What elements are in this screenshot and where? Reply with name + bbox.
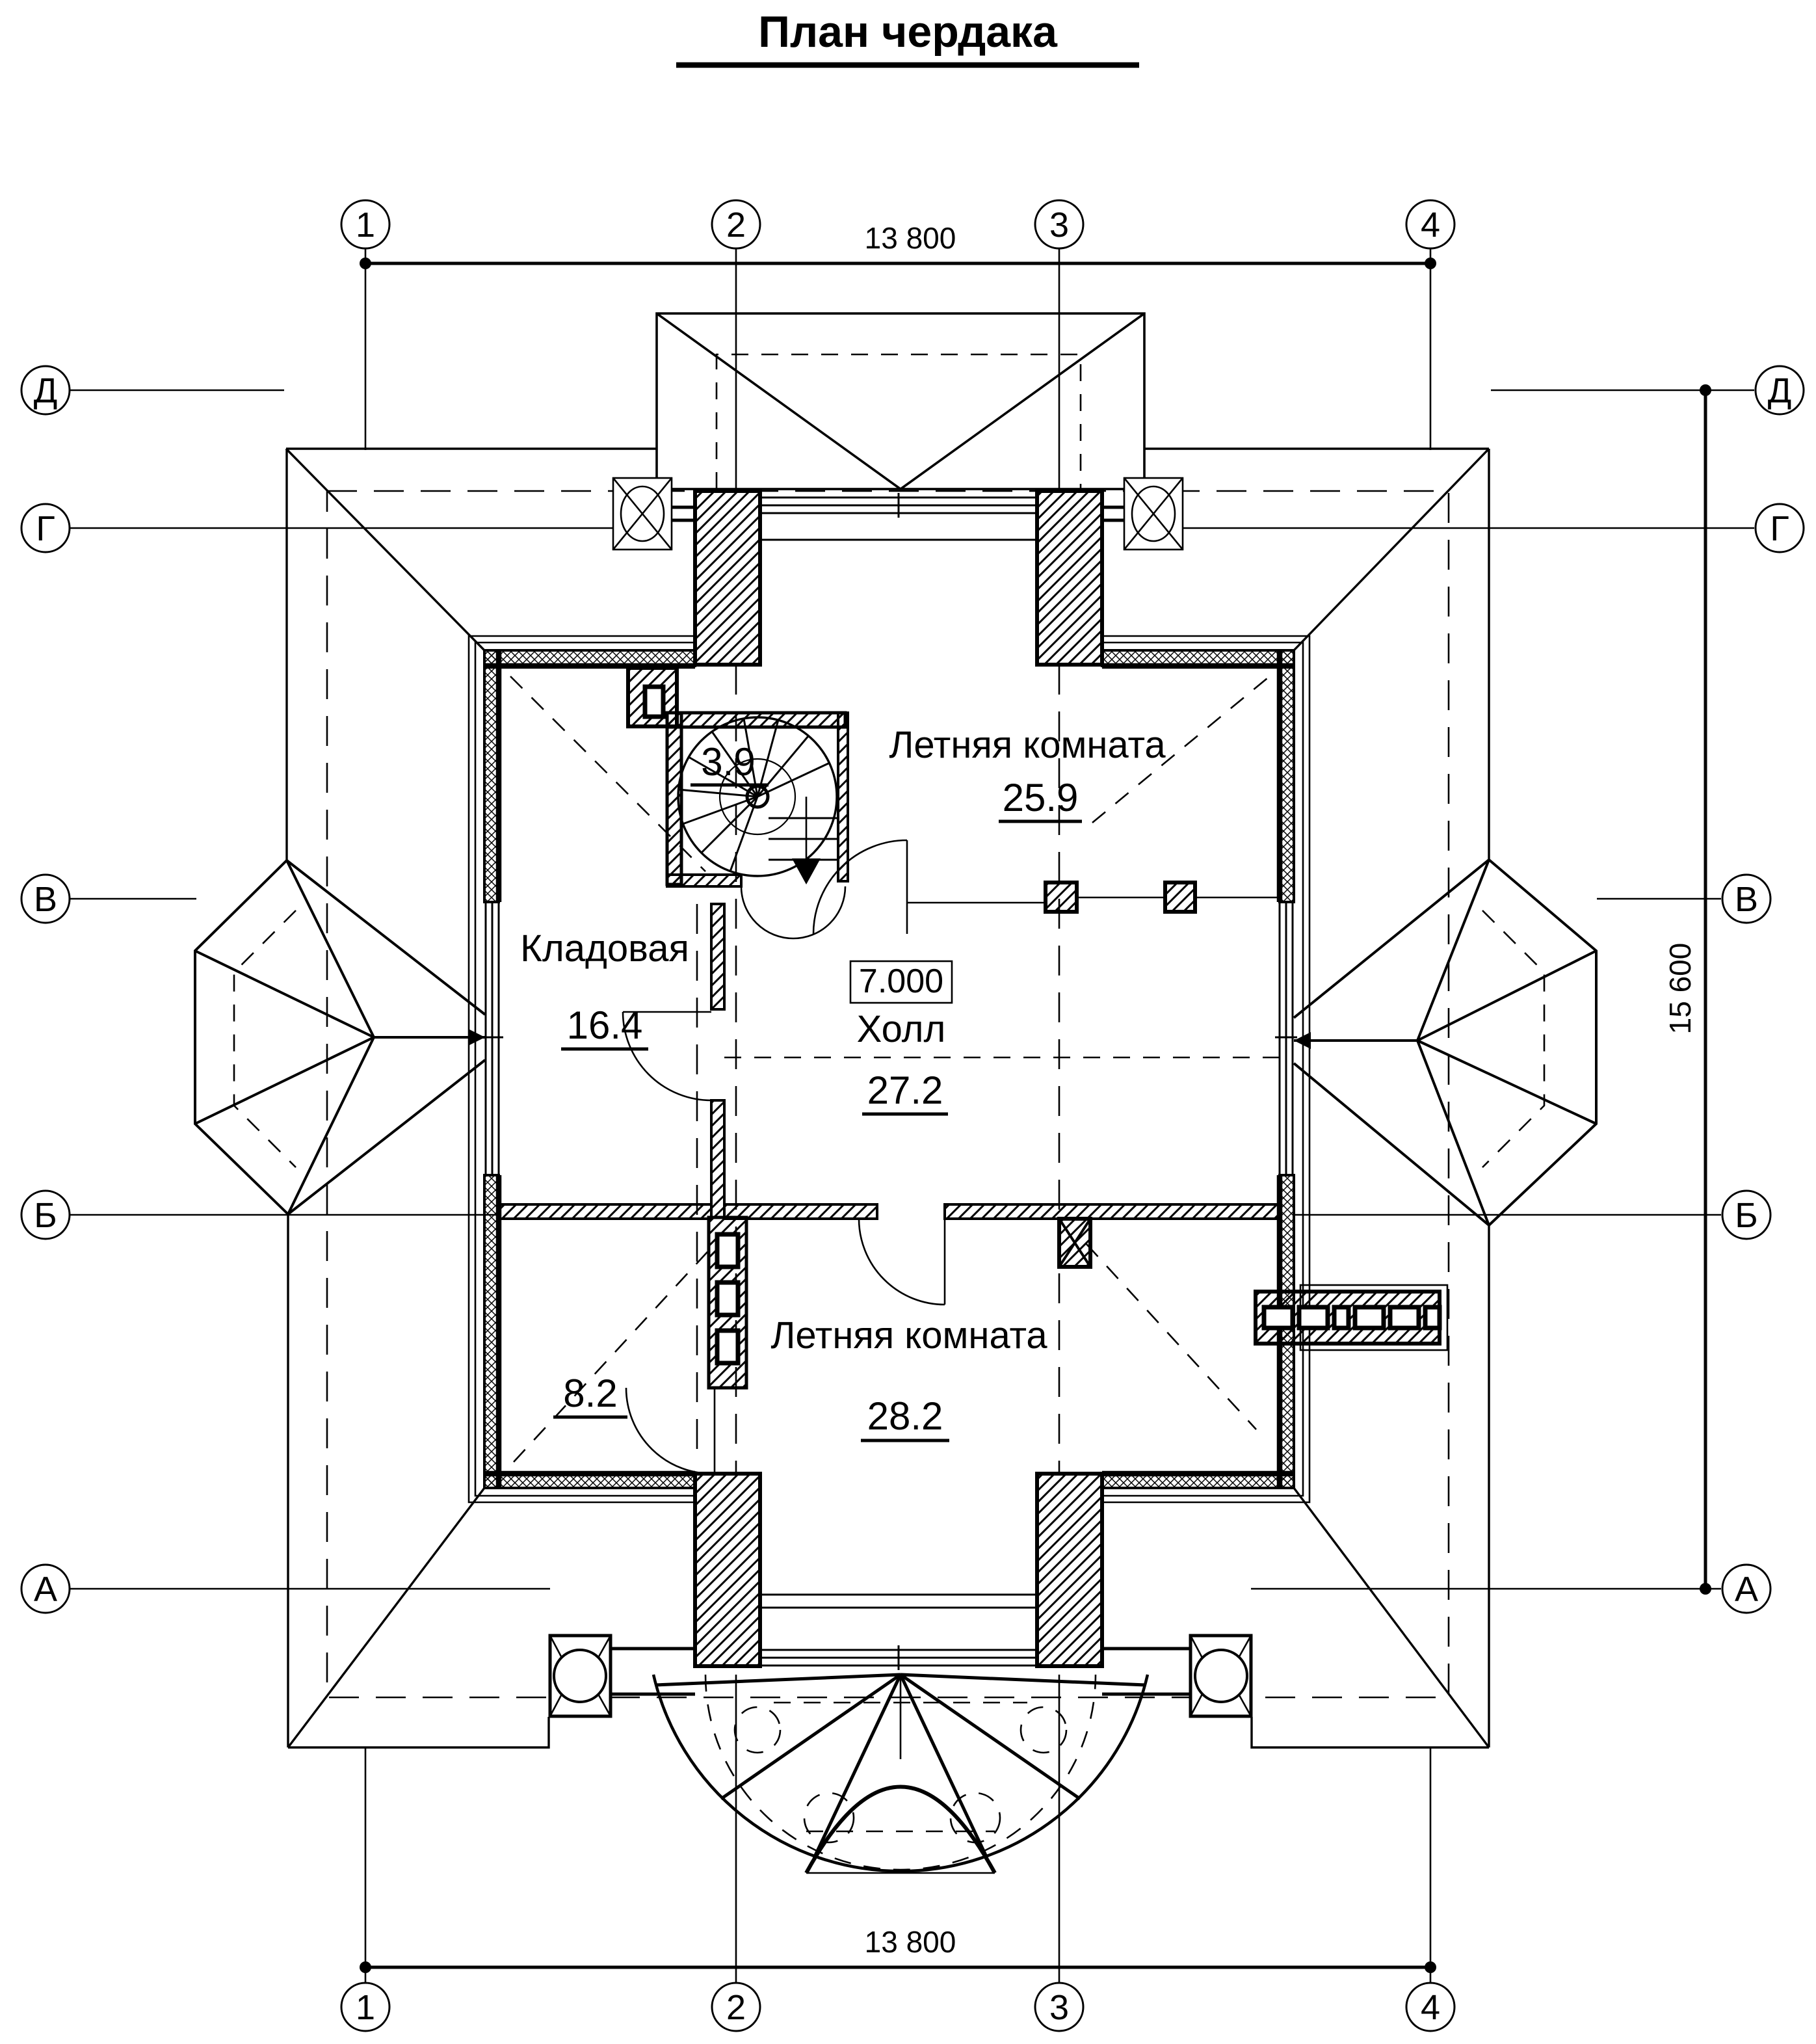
svg-text:Г: Г xyxy=(36,509,55,548)
column-box-bottom-right xyxy=(1191,1636,1251,1716)
svg-text:Б: Б xyxy=(1735,1196,1758,1235)
door-hall-to-28-2 xyxy=(859,1219,945,1305)
svg-text:1: 1 xyxy=(355,1988,376,2027)
door-hall-to-25-9 xyxy=(813,840,907,934)
axis-bubble-col3-bottom xyxy=(1035,1983,1083,2031)
axis-bubble-rowV-left xyxy=(21,875,70,923)
axis-bubble-rowB-right xyxy=(1722,1191,1770,1239)
room-28-2-name: Летняя комната xyxy=(770,1314,1047,1357)
axis-bubble-col4-top xyxy=(1406,200,1454,248)
roof-left-turret xyxy=(195,860,485,1214)
axis-bubble-rowA-left xyxy=(21,1565,70,1613)
axis-bubble-rowD-left xyxy=(21,366,70,414)
room-16-4-name: Кладовая xyxy=(520,927,689,970)
column-box-top-right xyxy=(1124,478,1183,550)
axis-bubble-col1-top xyxy=(341,200,389,248)
dimension-top xyxy=(360,221,1436,269)
axis-bubble-col3-top xyxy=(1035,200,1083,248)
svg-text:В: В xyxy=(33,880,58,919)
svg-text:2: 2 xyxy=(726,206,746,245)
svg-text:Д: Д xyxy=(1767,371,1792,410)
axis-bubble-col2-bottom xyxy=(712,1983,760,2031)
svg-text:Г: Г xyxy=(1770,509,1789,548)
svg-text:3: 3 xyxy=(1049,1988,1070,2027)
roof-right-turret xyxy=(1294,860,1596,1225)
chimney-right xyxy=(1256,1285,1447,1350)
stair-door-leaf-left xyxy=(741,886,793,938)
dim-right-label: 15 600 xyxy=(1663,942,1697,1035)
svg-text:А: А xyxy=(33,1570,58,1609)
axis-bubble-rowG-right xyxy=(1756,504,1804,552)
svg-text:В: В xyxy=(1734,880,1759,919)
axis-bubble-rowB-left xyxy=(21,1191,70,1239)
axis-bubble-col2-top xyxy=(712,200,760,248)
room-28-2-area: 28.2 xyxy=(867,1394,943,1438)
axis-bubble-rowD-right xyxy=(1756,366,1804,414)
axis-bubble-col4-bottom xyxy=(1406,1983,1454,2031)
level-mark-value: 7.000 xyxy=(858,962,944,1000)
roof-top-gable xyxy=(657,313,1144,489)
door-room-8-2 xyxy=(626,1388,715,1474)
svg-text:4: 4 xyxy=(1420,206,1441,245)
axis-bubble-rowG-left xyxy=(21,504,70,552)
svg-text:Д: Д xyxy=(33,371,58,410)
dim-bottom-label: 13 800 xyxy=(864,1925,956,1959)
room-25-9-name: Летняя комната xyxy=(889,724,1166,766)
room-27-2-area: 27.2 xyxy=(867,1068,943,1112)
dimension-bottom xyxy=(360,1925,1436,1973)
level-mark xyxy=(850,961,952,1003)
stair-door-leaf-right xyxy=(793,886,845,938)
pier-cross xyxy=(1059,1219,1090,1267)
room-8-2-area: 8.2 xyxy=(563,1372,618,1415)
dimension-right xyxy=(1663,384,1711,1595)
svg-text:4: 4 xyxy=(1420,1988,1441,2027)
svg-text:1: 1 xyxy=(355,206,376,245)
svg-text:Б: Б xyxy=(34,1196,57,1235)
room-25-9-area: 25.9 xyxy=(1002,776,1079,819)
porch-roof xyxy=(653,1675,1148,1873)
svg-text:3: 3 xyxy=(1049,206,1070,245)
axis-bubble-rowA-right xyxy=(1722,1565,1770,1613)
room-16-4-area: 16.4 xyxy=(566,1003,643,1047)
title-text: План чердака xyxy=(758,7,1057,57)
column-box-top-left xyxy=(613,478,672,550)
axis-bubble-rowV-right xyxy=(1722,875,1770,923)
page-title xyxy=(676,7,1139,65)
stair-3-9-area: 3.9 xyxy=(701,740,756,784)
svg-text:2: 2 xyxy=(726,1988,746,2027)
svg-text:А: А xyxy=(1734,1570,1759,1609)
dim-top-label: 13 800 xyxy=(864,221,956,255)
stair-down-arrow xyxy=(792,858,821,884)
porch-arch xyxy=(806,1787,995,1874)
room-27-2-name: Холл xyxy=(856,1008,946,1050)
column-box-bottom-left xyxy=(550,1636,611,1716)
stair-block xyxy=(628,668,848,938)
axis-bubble-col1-bottom xyxy=(341,1983,389,2031)
